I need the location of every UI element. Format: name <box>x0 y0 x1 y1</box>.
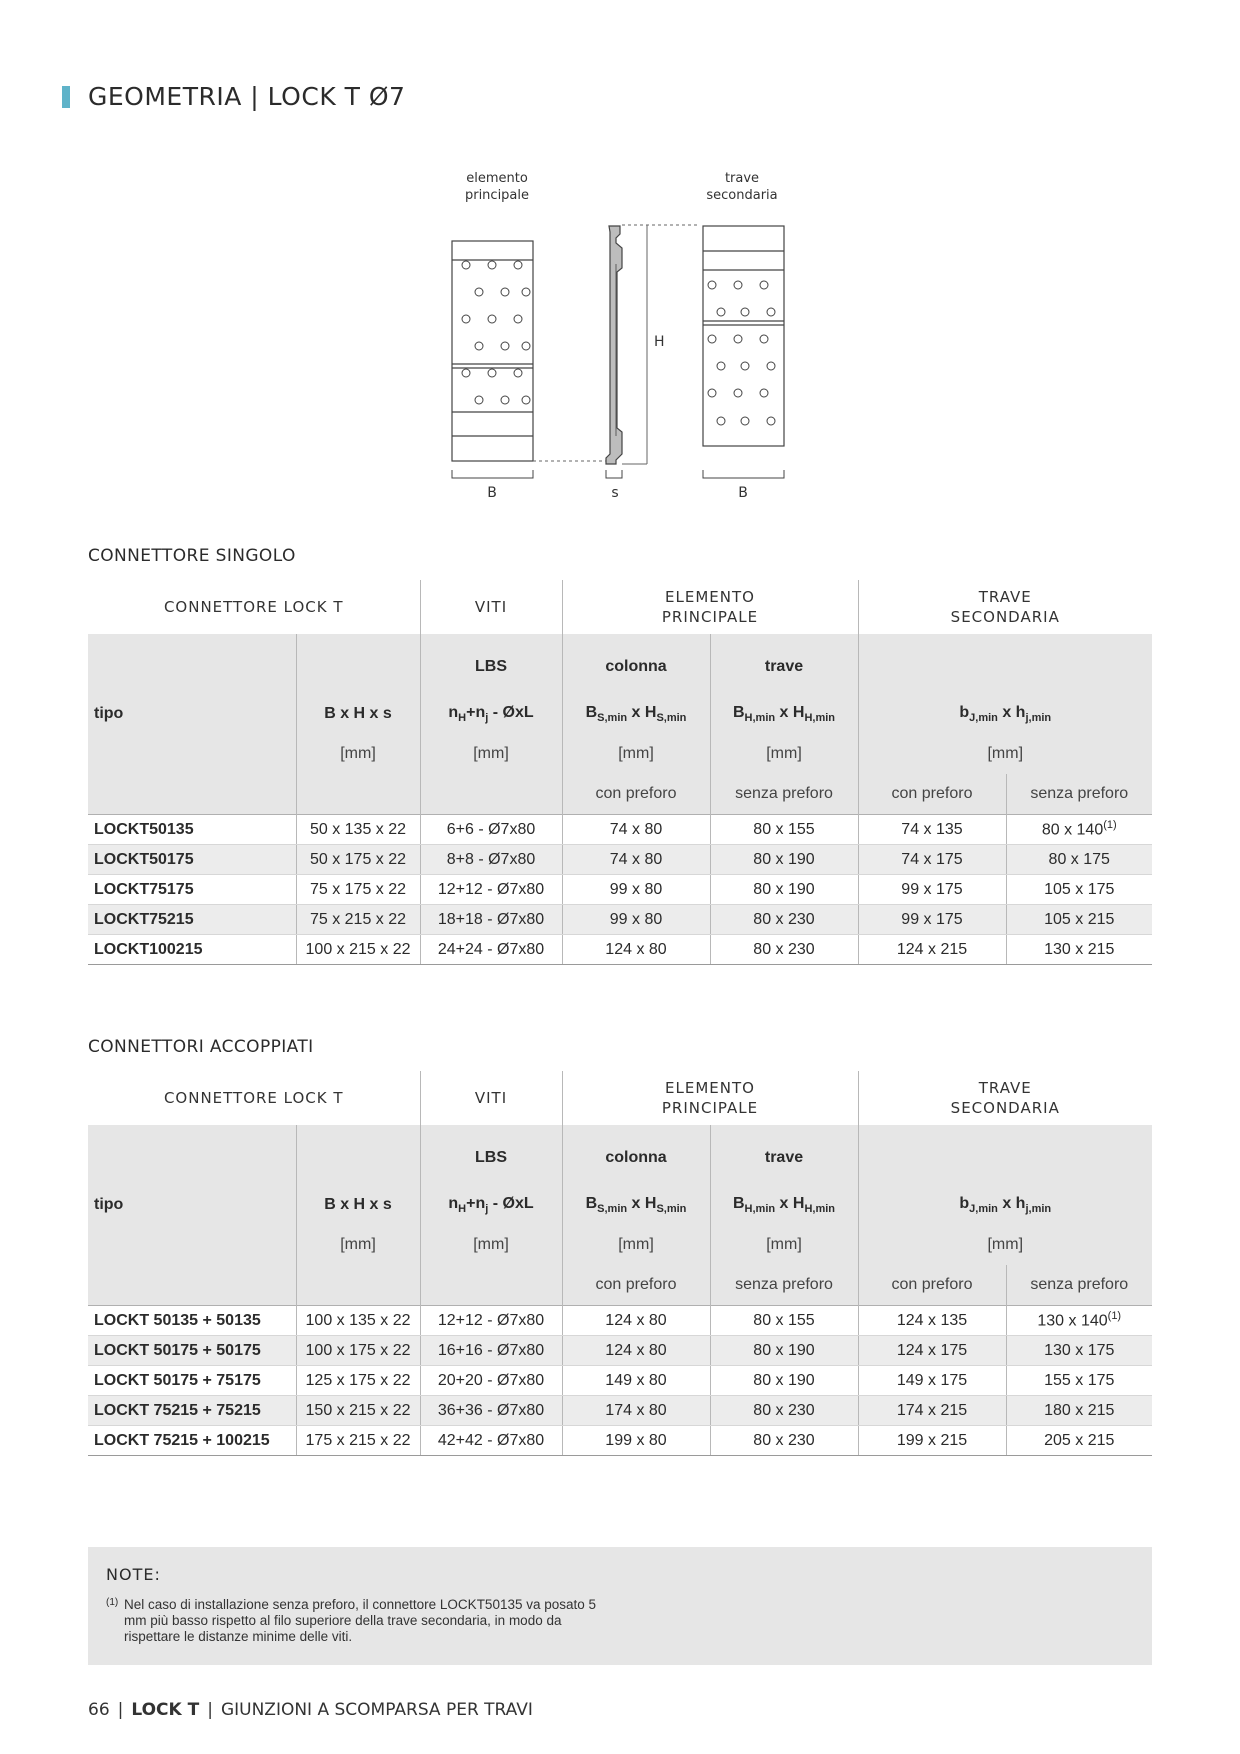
bottom-dimensions <box>452 470 784 478</box>
cell-con-preforo: 74 x 175 <box>858 845 1006 875</box>
cell-tipo: LOCKT 75215 + 100215 <box>88 1426 296 1456</box>
header-mm: [mm] <box>562 1225 710 1265</box>
cell-trave: 80 x 230 <box>710 935 858 965</box>
cell-con-preforo: 99 x 175 <box>858 875 1006 905</box>
header-mm: [mm] <box>296 1225 420 1265</box>
group-header-connettore: CONNETTORE LOCK T <box>88 1071 420 1125</box>
table-row <box>88 1366 1152 1396</box>
table-row <box>88 1306 1152 1336</box>
table-connettore-singolo <box>88 580 1152 965</box>
page-footer: 66 | LOCK T | GIUNZIONI A SCOMPARSA PER TRAVI <box>88 1700 533 1720</box>
table-row <box>88 845 1152 875</box>
cell-senza-preforo: 105 x 215 <box>1006 905 1152 935</box>
cell-con-preforo: 74 x 135 <box>858 815 1006 845</box>
header-tipo: tipo <box>88 694 296 734</box>
cell-colonna: 99 x 80 <box>562 875 710 905</box>
header-senza-preforo: senza preforo <box>710 1265 858 1306</box>
table-row <box>88 1396 1152 1426</box>
label-elemento: elemento <box>466 171 528 186</box>
cell-colonna: 149 x 80 <box>562 1366 710 1396</box>
cell-colonna: 124 x 80 <box>562 935 710 965</box>
notes-text: Nel caso di installazione senza preforo, il connettore LOCKT50135 va posato 5 mm più basso rispetto al filo superiore della trave secondaria, in modo da rispettare le distanze minime delle viti. <box>124 1597 597 1644</box>
title-accent-bar <box>62 86 70 108</box>
header-senza-preforo: senza preforo <box>710 774 858 815</box>
cell-bhs: 125 x 175 x 22 <box>296 1366 420 1396</box>
header-secondaria-formula: $b_{J,min}$ x $h_{j,min}$ <box>858 694 1152 734</box>
cell-con-preforo: 124 x 135 <box>858 1306 1006 1336</box>
section-title-accoppiati: CONNETTORI ACCOPPIATI <box>88 1037 314 1057</box>
dim-B-right-label: B <box>738 485 748 501</box>
cell-viti: 20+20 - Ø7x80 <box>420 1366 562 1396</box>
footer-product: LOCK T <box>131 1700 200 1720</box>
group-header-elemento: ELEMENTO PRINCIPALE <box>562 580 858 634</box>
cell-colonna: 74 x 80 <box>562 845 710 875</box>
cell-bhs: 100 x 215 x 22 <box>296 935 420 965</box>
header-colonna-formula: $B_{S,min}$ x $H_{S,min}$ <box>562 694 710 734</box>
header-lbs: LBS <box>420 1125 562 1185</box>
cell-con-preforo: 199 x 215 <box>858 1426 1006 1456</box>
cell-senza-preforo: 80 x 140$^{(1)}$ <box>1006 815 1152 845</box>
cell-colonna: 124 x 80 <box>562 1306 710 1336</box>
header-mm: [mm] <box>710 734 858 774</box>
group-header-viti: VITI <box>420 1071 562 1125</box>
header-colonna-formula: $B_{S,min}$ x $H_{S,min}$ <box>562 1185 710 1225</box>
header-con-preforo: con preforo <box>562 774 710 815</box>
cell-colonna: 74 x 80 <box>562 815 710 845</box>
table-connettori-accoppiati <box>88 1071 1152 1456</box>
cell-con-preforo: 174 x 215 <box>858 1396 1006 1426</box>
cell-colonna: 199 x 80 <box>562 1426 710 1456</box>
table-row <box>88 905 1152 935</box>
table-row <box>88 1426 1152 1456</box>
label-secondaria: secondaria <box>706 188 778 203</box>
cell-tipo: LOCKT 50175 + 50175 <box>88 1336 296 1366</box>
cell-bhs: 50 x 175 x 22 <box>296 845 420 875</box>
cell-tipo: LOCKT 75215 + 75215 <box>88 1396 296 1426</box>
cell-tipo: LOCKT50135 <box>88 815 296 845</box>
cell-trave: 80 x 230 <box>710 1396 858 1426</box>
group-header-trave: TRAVE SECONDARIA <box>950 588 1060 626</box>
cell-tipo: LOCKT100215 <box>88 935 296 965</box>
cell-viti: 24+24 - Ø7x80 <box>420 935 562 965</box>
cell-bhs: 50 x 135 x 22 <box>296 815 420 845</box>
header-viti-formula: $n_H+n_j$ - ØxL <box>420 1185 562 1225</box>
dim-B-left-label: B <box>487 485 497 501</box>
cell-tipo: LOCKT 50175 + 75175 <box>88 1366 296 1396</box>
cell-bhs: 175 x 215 x 22 <box>296 1426 420 1456</box>
footer-subtitle: GIUNZIONI A SCOMPARSA PER TRAVI <box>220 1700 533 1720</box>
main-plate-drawing <box>452 241 533 461</box>
label-principale: principale <box>464 188 530 203</box>
group-header-elemento: ELEMENTO PRINCIPALE <box>562 1071 858 1125</box>
header-trave: trave <box>710 1125 858 1185</box>
header-tipo: tipo <box>88 1185 296 1225</box>
cell-trave: 80 x 190 <box>710 1336 858 1366</box>
cell-colonna: 174 x 80 <box>562 1396 710 1426</box>
header-trave-formula: $B_{H,min}$ x $H_{H,min}$ <box>710 694 858 734</box>
dim-H-label: H <box>654 334 665 350</box>
page-number: 66 <box>88 1700 110 1720</box>
cell-tipo: LOCKT50175 <box>88 845 296 875</box>
cell-bhs: 150 x 215 x 22 <box>296 1396 420 1426</box>
cell-viti: 12+12 - Ø7x80 <box>420 875 562 905</box>
cell-senza-preforo: 130 x 215 <box>1006 935 1152 965</box>
header-mm: [mm] <box>858 734 1152 774</box>
page-title: GEOMETRIA | LOCK T Ø7 <box>88 82 406 111</box>
cell-senza-preforo: 180 x 215 <box>1006 1396 1152 1426</box>
cell-senza-preforo: 205 x 215 <box>1006 1426 1152 1456</box>
cell-viti: 42+42 - Ø7x80 <box>420 1426 562 1456</box>
cell-con-preforo: 149 x 175 <box>858 1366 1006 1396</box>
header-colonna: colonna <box>562 1125 710 1185</box>
header-viti-formula: $n_H+n_j$ - ØxL <box>420 694 562 734</box>
cell-tipo: LOCKT75175 <box>88 875 296 905</box>
table-row <box>88 935 1152 965</box>
section-title-singolo: CONNETTORE SINGOLO <box>88 546 296 566</box>
header-secondaria-formula: $b_{J,min}$ x $h_{j,min}$ <box>858 1185 1152 1225</box>
cell-bhs: 100 x 135 x 22 <box>296 1306 420 1336</box>
cell-trave: 80 x 230 <box>710 905 858 935</box>
label-trave: trave <box>724 171 760 186</box>
cell-bhs: 100 x 175 x 22 <box>296 1336 420 1366</box>
cell-tipo: LOCKT75215 <box>88 905 296 935</box>
table-row <box>88 815 1152 845</box>
header-mm: [mm] <box>420 734 562 774</box>
header-trave-formula: $B_{H,min}$ x $H_{H,min}$ <box>710 1185 858 1225</box>
cell-viti: 8+8 - Ø7x80 <box>420 845 562 875</box>
header-bhs: B x H x s <box>296 1185 420 1225</box>
group-header-trave: TRAVE SECONDARIA <box>950 1079 1060 1117</box>
notes-title: NOTE: <box>106 1565 161 1584</box>
cell-trave: 80 x 155 <box>710 1306 858 1336</box>
cell-trave: 80 x 190 <box>710 875 858 905</box>
cell-senza-preforo: 130 x 140$^{(1)}$ <box>1006 1306 1152 1336</box>
header-mm: [mm] <box>420 1225 562 1265</box>
header-mm: [mm] <box>296 734 420 774</box>
cell-viti: 18+18 - Ø7x80 <box>420 905 562 935</box>
secondary-plate-drawing <box>703 226 784 446</box>
table-row <box>88 875 1152 905</box>
cell-colonna: 99 x 80 <box>562 905 710 935</box>
cell-trave: 80 x 155 <box>710 815 858 845</box>
header-lbs: LBS <box>420 634 562 694</box>
table-row <box>88 1336 1152 1366</box>
cell-trave: 80 x 190 <box>710 845 858 875</box>
header-con-preforo: con preforo <box>858 1265 1006 1306</box>
header-mm: [mm] <box>562 734 710 774</box>
header-senza-preforo: senza preforo <box>1006 1265 1152 1306</box>
cell-viti: 16+16 - Ø7x80 <box>420 1336 562 1366</box>
header-bhs: B x H x s <box>296 694 420 734</box>
notes-box <box>88 1547 1152 1665</box>
cell-viti: 12+12 - Ø7x80 <box>420 1306 562 1336</box>
cell-senza-preforo: 130 x 175 <box>1006 1336 1152 1366</box>
notes-marker: (1) <box>106 1597 119 1608</box>
cell-bhs: 75 x 175 x 22 <box>296 875 420 905</box>
cell-tipo: LOCKT 50135 + 50135 <box>88 1306 296 1336</box>
cell-colonna: 124 x 80 <box>562 1336 710 1366</box>
cell-trave: 80 x 190 <box>710 1366 858 1396</box>
geometry-diagram <box>440 168 840 508</box>
group-header-viti: VITI <box>420 580 562 634</box>
cell-viti: 6+6 - Ø7x80 <box>420 815 562 845</box>
cell-con-preforo: 124 x 175 <box>858 1336 1006 1366</box>
header-mm: [mm] <box>710 1225 858 1265</box>
header-con-preforo: con preforo <box>858 774 1006 815</box>
cell-senza-preforo: 80 x 175 <box>1006 845 1152 875</box>
side-profile-drawing <box>606 225 665 464</box>
cell-con-preforo: 99 x 175 <box>858 905 1006 935</box>
dim-s-label: s <box>611 485 619 501</box>
header-trave: trave <box>710 634 858 694</box>
header-mm: [mm] <box>858 1225 1152 1265</box>
cell-bhs: 75 x 215 x 22 <box>296 905 420 935</box>
header-senza-preforo: senza preforo <box>1006 774 1152 815</box>
cell-senza-preforo: 105 x 175 <box>1006 875 1152 905</box>
header-con-preforo: con preforo <box>562 1265 710 1306</box>
group-header-connettore: CONNETTORE LOCK T <box>88 580 420 634</box>
cell-senza-preforo: 155 x 175 <box>1006 1366 1152 1396</box>
cell-con-preforo: 124 x 215 <box>858 935 1006 965</box>
header-colonna: colonna <box>562 634 710 694</box>
cell-viti: 36+36 - Ø7x80 <box>420 1396 562 1426</box>
cell-trave: 80 x 230 <box>710 1426 858 1456</box>
